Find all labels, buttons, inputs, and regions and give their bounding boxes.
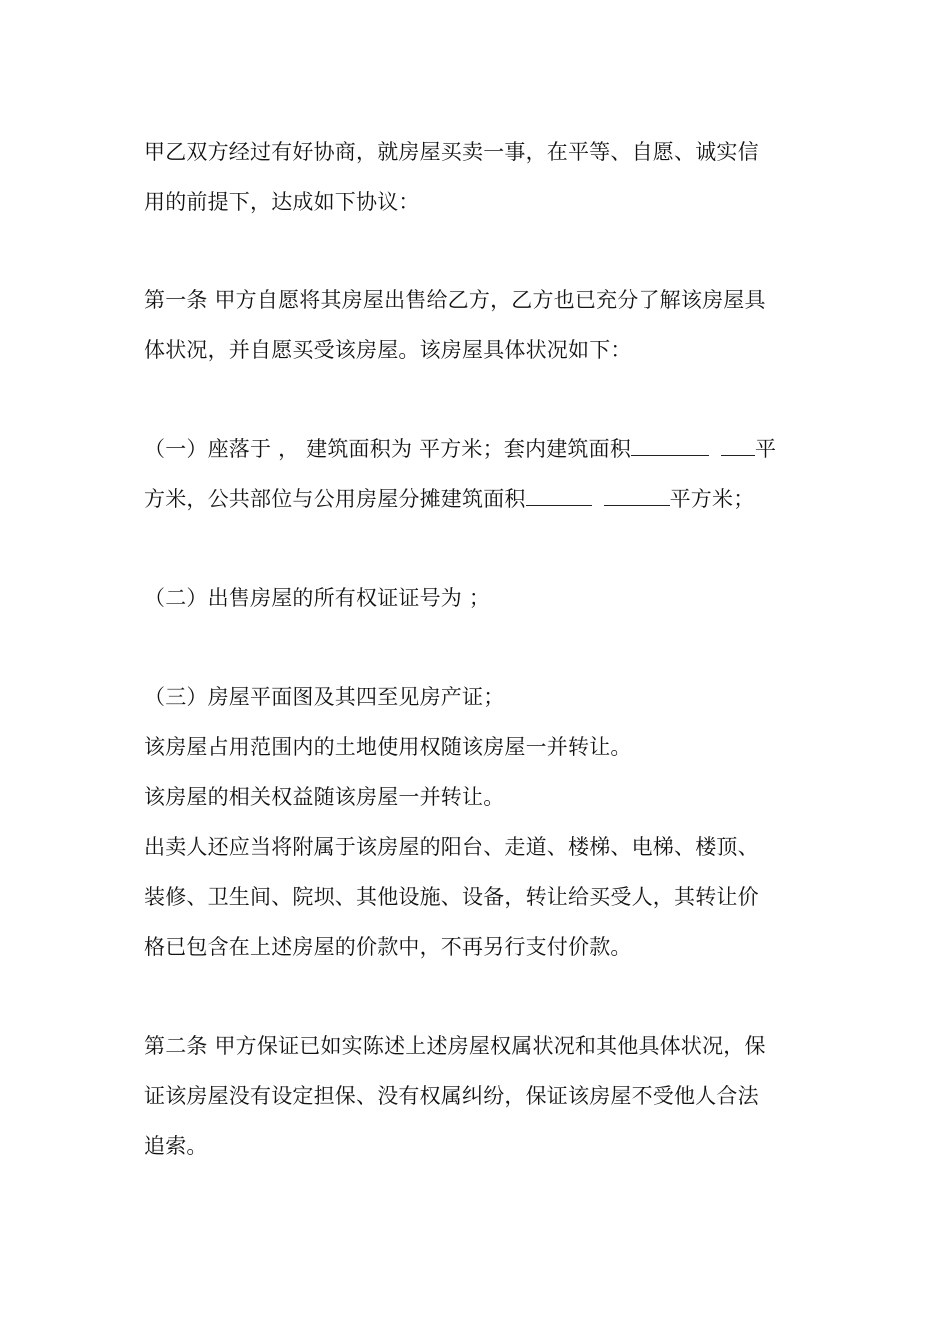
attachments-line-2: 装修、卫生间、院坝、其他设施、设备，转让给买受人，其转让价 xyxy=(144,885,759,909)
blank-inner-area-1 xyxy=(631,435,709,456)
article-1-line-2: 体状况，并自愿买受该房屋。该房屋具体状况如下： xyxy=(144,338,632,362)
attachments-line-1: 出卖人还应当将附属于该房屋的阳台、走道、楼梯、电梯、楼顶、 xyxy=(144,835,759,859)
item-1-line-2 xyxy=(144,484,824,514)
item-1-line-2-text-b: 平方米； xyxy=(669,487,755,511)
blank-shared-area-2 xyxy=(604,485,670,506)
attachments-line-3: 格已包含在上述房屋的价款中，不再另行支付价款。 xyxy=(144,935,632,959)
item-2-line: （二）出售房屋的所有权证证号为 ； xyxy=(144,586,491,610)
article-2-line-2: 证该房屋没有设定担保、没有权属纠纷，保证该房屋不受他人合法 xyxy=(144,1084,759,1108)
blank-shared-area-1 xyxy=(526,485,592,506)
intro-line-1: 甲乙双方经过有好协商，就房屋买卖一事，在平等、自愿、诚实信 xyxy=(144,140,759,164)
blank-inner-area-2 xyxy=(721,435,755,456)
item-3-line: （三）房屋平面图及其四至见房产证； xyxy=(144,685,505,709)
intro-line-2: 用的前提下，达成如下协议： xyxy=(144,190,420,214)
item-1-line-1 xyxy=(144,434,824,464)
rights-line: 该房屋的相关权益随该房屋一并转让。 xyxy=(144,785,505,809)
article-1-line-1: 第一条 甲方自愿将其房屋出售给乙方，乙方也已充分了解该房屋具 xyxy=(144,288,766,312)
land-line: 该房屋占用范围内的土地使用权随该房屋一并转让。 xyxy=(144,735,632,759)
item-1-line-2-text-a: 方米，公共部位与公用房屋分摊建筑面积 xyxy=(144,487,526,511)
item-1-text-b: 平 xyxy=(755,437,777,461)
article-2-line-1: 第二条 甲方保证已如实陈述上述房屋权属状况和其他具体状况，保 xyxy=(144,1034,766,1058)
article-2-line-3: 追索。 xyxy=(144,1134,208,1158)
item-1-text-a: （一）座落于 ， 建筑面积为 平方米；套内建筑面积 xyxy=(144,437,632,461)
